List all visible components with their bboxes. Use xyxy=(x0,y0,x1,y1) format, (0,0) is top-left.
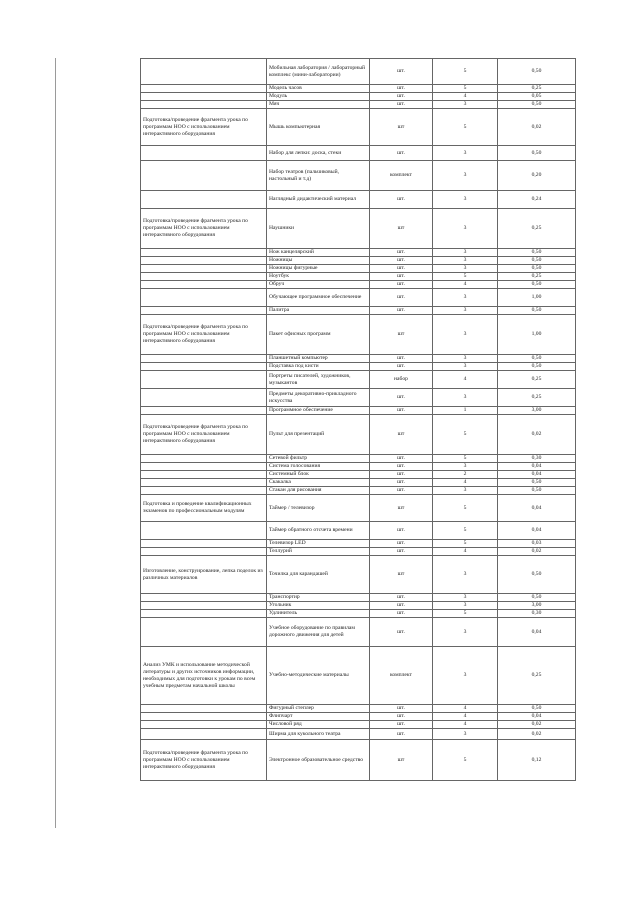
quantity-cell: 5 xyxy=(433,85,498,93)
equipment-name-cell: Мышь компьютерная xyxy=(267,109,370,146)
price-cell: 0,50 xyxy=(498,281,576,289)
equipment-name-cell: Мяч xyxy=(267,101,370,109)
table-row xyxy=(141,487,576,495)
price-cell: 0,04 xyxy=(498,713,576,721)
price-cell: 0,50 xyxy=(498,479,576,487)
activity-cell xyxy=(141,257,267,265)
equipment-table xyxy=(140,58,576,781)
equipment-name-cell: Таймер обратного отсчета времени xyxy=(267,522,370,540)
activity-cell xyxy=(141,479,267,487)
price-cell: 0,04 xyxy=(498,463,576,471)
unit-cell: набор xyxy=(370,371,433,389)
quantity-cell: 3 xyxy=(433,101,498,109)
unit-cell: шт. xyxy=(370,273,433,281)
table-row xyxy=(141,594,576,602)
quantity-cell: 3 xyxy=(433,161,498,191)
price-cell: 0,04 xyxy=(498,495,576,522)
equipment-name-cell: Удлинитель xyxy=(267,610,370,618)
activity-cell xyxy=(141,355,267,363)
activity-cell xyxy=(141,265,267,273)
activity-cell xyxy=(141,371,267,389)
price-cell: 0,05 xyxy=(498,93,576,101)
quantity-cell: 3 xyxy=(433,487,498,495)
unit-cell: шт xyxy=(370,209,433,249)
quantity-cell: 4 xyxy=(433,721,498,729)
activity-cell: Анализ УМК и использование методической литературы и других источников информации, необходимых для подготовки к урокам по всем учебным предметам начальной школы xyxy=(141,647,267,705)
table-row xyxy=(141,59,576,85)
price-cell: 0,04 xyxy=(498,618,576,647)
quantity-cell: 3 xyxy=(433,556,498,594)
quantity-cell: 4 xyxy=(433,548,498,556)
equipment-name-cell: Угольник xyxy=(267,602,370,610)
activity-cell xyxy=(141,455,267,463)
table-row xyxy=(141,610,576,618)
table-row xyxy=(141,495,576,522)
equipment-name-cell: Стакан для рисования xyxy=(267,487,370,495)
price-cell: 0,04 xyxy=(498,471,576,479)
price-cell: 0,25 xyxy=(498,389,576,407)
price-cell: 0,20 xyxy=(498,161,576,191)
quantity-cell: 3 xyxy=(433,289,498,307)
unit-cell: шт xyxy=(370,495,433,522)
table-row xyxy=(141,415,576,455)
quantity-cell: 4 xyxy=(433,479,498,487)
equipment-name-cell: Мобильная лаборатория / лабораторный комплекс (мини-лаборатории) xyxy=(267,59,370,85)
equipment-name-cell: Набор для лепки: доска, стеки xyxy=(267,146,370,161)
unit-cell: шт. xyxy=(370,602,433,610)
equipment-name-cell: Предметы декоративно-прикладного искусства xyxy=(267,389,370,407)
equipment-name-cell: Ноутбук xyxy=(267,273,370,281)
table-row xyxy=(141,273,576,281)
unit-cell: шт. xyxy=(370,540,433,548)
price-cell: 0,50 xyxy=(498,59,576,85)
price-cell: 0,50 xyxy=(498,101,576,109)
unit-cell: шт xyxy=(370,109,433,146)
unit-cell: комплект xyxy=(370,647,433,705)
activity-cell xyxy=(141,522,267,540)
unit-cell: шт. xyxy=(370,479,433,487)
quantity-cell: 3 xyxy=(433,307,498,315)
table-row xyxy=(141,713,576,721)
table-row xyxy=(141,101,576,109)
price-cell: 0,50 xyxy=(498,249,576,257)
price-cell: 1,00 xyxy=(498,289,576,307)
quantity-cell: 3 xyxy=(433,463,498,471)
quantity-cell: 3 xyxy=(433,315,498,355)
price-cell: 0,02 xyxy=(498,415,576,455)
unit-cell: шт xyxy=(370,415,433,455)
equipment-name-cell: Электронное образовательное средство xyxy=(267,740,370,781)
equipment-name-cell: Телевизор LED xyxy=(267,540,370,548)
price-cell: 0,04 xyxy=(498,522,576,540)
price-cell: 1,00 xyxy=(498,315,576,355)
quantity-cell: 3 xyxy=(433,389,498,407)
unit-cell: шт. xyxy=(370,729,433,740)
quantity-cell: 3 xyxy=(433,257,498,265)
equipment-name-cell: Программное обеспечение xyxy=(267,407,370,415)
activity-cell xyxy=(141,721,267,729)
equipment-name-cell: Сетевой фильтр xyxy=(267,455,370,463)
activity-cell: Подготовка/проведение фрагмента урока по программам НОО с использованием интерактивного оборудования xyxy=(141,740,267,781)
price-cell: 0,50 xyxy=(498,487,576,495)
activity-cell xyxy=(141,161,267,191)
quantity-cell: 4 xyxy=(433,371,498,389)
equipment-table-body xyxy=(141,59,576,781)
unit-cell: шт. xyxy=(370,610,433,618)
activity-cell xyxy=(141,101,267,109)
table-row xyxy=(141,389,576,407)
quantity-cell: 3 xyxy=(433,602,498,610)
price-cell: 0,50 xyxy=(498,363,576,371)
equipment-name-cell: Планшетный компьютер xyxy=(267,355,370,363)
price-cell: 0,12 xyxy=(498,740,576,781)
table-row xyxy=(141,85,576,93)
table-row xyxy=(141,363,576,371)
unit-cell: шт. xyxy=(370,146,433,161)
unit-cell: шт. xyxy=(370,463,433,471)
unit-cell: шт. xyxy=(370,705,433,713)
price-cell: 0,25 xyxy=(498,647,576,705)
price-cell: 0,24 xyxy=(498,191,576,209)
price-cell: 3,00 xyxy=(498,602,576,610)
quantity-cell: 3 xyxy=(433,594,498,602)
table-row xyxy=(141,265,576,273)
price-cell: 3,00 xyxy=(498,407,576,415)
equipment-name-cell: Таймер / телевизор xyxy=(267,495,370,522)
activity-cell xyxy=(141,594,267,602)
quantity-cell: 2 xyxy=(433,471,498,479)
equipment-name-cell: Ножницы фигурные xyxy=(267,265,370,273)
table-row xyxy=(141,407,576,415)
activity-cell xyxy=(141,307,267,315)
table-row xyxy=(141,455,576,463)
table-row xyxy=(141,371,576,389)
table-row xyxy=(141,463,576,471)
activity-cell xyxy=(141,281,267,289)
unit-cell: шт. xyxy=(370,363,433,371)
unit-cell: шт. xyxy=(370,191,433,209)
activity-cell xyxy=(141,729,267,740)
price-cell: 0,03 xyxy=(498,540,576,548)
unit-cell: шт. xyxy=(370,407,433,415)
quantity-cell: 5 xyxy=(433,415,498,455)
page-margin-line xyxy=(55,58,56,828)
unit-cell: шт. xyxy=(370,307,433,315)
quantity-cell: 3 xyxy=(433,146,498,161)
equipment-name-cell: Ножницы xyxy=(267,257,370,265)
equipment-name-cell: Модель часов xyxy=(267,85,370,93)
activity-cell: Подготовка/проведение фрагмента урока по программам НОО с использованием интерактивного оборудования xyxy=(141,209,267,249)
activity-cell: Подготовка/проведение фрагмента урока по программам НОО с использованием интерактивного оборудования xyxy=(141,415,267,455)
price-cell: 0,50 xyxy=(498,355,576,363)
table-row xyxy=(141,355,576,363)
unit-cell: шт. xyxy=(370,713,433,721)
price-cell: 0,50 xyxy=(498,556,576,594)
unit-cell: шт xyxy=(370,315,433,355)
unit-cell: шт. xyxy=(370,93,433,101)
price-cell: 0,25 xyxy=(498,273,576,281)
equipment-name-cell: Наглядный дидактический материал xyxy=(267,191,370,209)
quantity-cell: 4 xyxy=(433,705,498,713)
table-row xyxy=(141,540,576,548)
price-cell: 0,50 xyxy=(498,705,576,713)
price-cell: 0,50 xyxy=(498,594,576,602)
price-cell: 0,50 xyxy=(498,307,576,315)
quantity-cell: 3 xyxy=(433,647,498,705)
activity-cell xyxy=(141,471,267,479)
table-row xyxy=(141,249,576,257)
table-row xyxy=(141,618,576,647)
price-cell: 0,02 xyxy=(498,729,576,740)
table-row xyxy=(141,307,576,315)
unit-cell: шт. xyxy=(370,101,433,109)
price-cell: 0,30 xyxy=(498,455,576,463)
quantity-cell: 3 xyxy=(433,191,498,209)
unit-cell: шт. xyxy=(370,389,433,407)
activity-cell xyxy=(141,289,267,307)
table-row xyxy=(141,289,576,307)
table-row xyxy=(141,548,576,556)
equipment-name-cell: Учебно-методические материалы xyxy=(267,647,370,705)
unit-cell: шт. xyxy=(370,85,433,93)
activity-cell xyxy=(141,487,267,495)
table-row xyxy=(141,740,576,781)
equipment-name-cell: Транспортир xyxy=(267,594,370,602)
unit-cell: шт. xyxy=(370,249,433,257)
unit-cell: шт. xyxy=(370,721,433,729)
table-row xyxy=(141,729,576,740)
activity-cell: Изготовление, конструирование, лепка поделок из различных материалов xyxy=(141,556,267,594)
activity-cell xyxy=(141,249,267,257)
price-cell: 0,25 xyxy=(498,85,576,93)
unit-cell: шт xyxy=(370,556,433,594)
price-cell: 0,30 xyxy=(498,610,576,618)
price-cell: 0,50 xyxy=(498,265,576,273)
equipment-name-cell: Палитра xyxy=(267,307,370,315)
table-row xyxy=(141,257,576,265)
equipment-name-cell: Наушники xyxy=(267,209,370,249)
unit-cell: комплект xyxy=(370,161,433,191)
activity-cell xyxy=(141,548,267,556)
price-cell: 0,02 xyxy=(498,721,576,729)
unit-cell: шт. xyxy=(370,59,433,85)
unit-cell: шт. xyxy=(370,355,433,363)
price-cell: 0,02 xyxy=(498,548,576,556)
unit-cell: шт. xyxy=(370,487,433,495)
quantity-cell: 4 xyxy=(433,713,498,721)
quantity-cell: 5 xyxy=(433,273,498,281)
equipment-name-cell: Набор театров (пальчиковый, настольный и т.д) xyxy=(267,161,370,191)
quantity-cell: 5 xyxy=(433,109,498,146)
quantity-cell: 5 xyxy=(433,610,498,618)
table-row xyxy=(141,146,576,161)
equipment-name-cell: Система голосования xyxy=(267,463,370,471)
equipment-name-cell: Подставка под кисти xyxy=(267,363,370,371)
unit-cell: шт. xyxy=(370,471,433,479)
price-cell: 0,50 xyxy=(498,146,576,161)
quantity-cell: 5 xyxy=(433,740,498,781)
unit-cell: шт. xyxy=(370,281,433,289)
equipment-name-cell: Фигурный степлер xyxy=(267,705,370,713)
equipment-name-cell: Теллурий xyxy=(267,548,370,556)
quantity-cell: 5 xyxy=(433,455,498,463)
equipment-name-cell: Числовой ряд xyxy=(267,721,370,729)
activity-cell xyxy=(141,59,267,85)
table-row xyxy=(141,93,576,101)
activity-cell xyxy=(141,610,267,618)
table-row xyxy=(141,315,576,355)
table-row xyxy=(141,191,576,209)
quantity-cell: 4 xyxy=(433,281,498,289)
equipment-name-cell: Нож канцелярский xyxy=(267,249,370,257)
activity-cell xyxy=(141,713,267,721)
activity-cell xyxy=(141,540,267,548)
quantity-cell: 3 xyxy=(433,209,498,249)
table-row xyxy=(141,556,576,594)
equipment-name-cell: Портреты писателей, художников, музыкантов xyxy=(267,371,370,389)
activity-cell xyxy=(141,389,267,407)
table-row xyxy=(141,281,576,289)
unit-cell: шт. xyxy=(370,548,433,556)
quantity-cell: 3 xyxy=(433,729,498,740)
quantity-cell: 5 xyxy=(433,59,498,85)
activity-cell xyxy=(141,85,267,93)
quantity-cell: 3 xyxy=(433,618,498,647)
table-row xyxy=(141,161,576,191)
unit-cell: шт. xyxy=(370,522,433,540)
unit-cell: шт. xyxy=(370,455,433,463)
quantity-cell: 3 xyxy=(433,265,498,273)
equipment-name-cell: Учебное оборудование по правилам дорожного движения для детей xyxy=(267,618,370,647)
unit-cell: шт. xyxy=(370,257,433,265)
equipment-name-cell: Пульт для презентаций xyxy=(267,415,370,455)
table-row xyxy=(141,471,576,479)
activity-cell xyxy=(141,618,267,647)
table-row xyxy=(141,705,576,713)
unit-cell: шт. xyxy=(370,265,433,273)
activity-cell xyxy=(141,602,267,610)
price-cell: 0,02 xyxy=(498,109,576,146)
equipment-name-cell: Флипчарт xyxy=(267,713,370,721)
equipment-name-cell: Модуль xyxy=(267,93,370,101)
activity-cell xyxy=(141,705,267,713)
unit-cell: шт. xyxy=(370,618,433,647)
quantity-cell: 1 xyxy=(433,407,498,415)
table-row xyxy=(141,647,576,705)
activity-cell: Подготовка и проведение квалификационных экзаменов по профессиональным модулям xyxy=(141,495,267,522)
activity-cell xyxy=(141,407,267,415)
table-row xyxy=(141,479,576,487)
quantity-cell: 5 xyxy=(433,522,498,540)
activity-cell: Подготовка/проведение фрагмента урока по программам НОО с использованием интерактивного оборудования xyxy=(141,109,267,146)
activity-cell xyxy=(141,146,267,161)
quantity-cell: 3 xyxy=(433,249,498,257)
equipment-name-cell: Пакет офисных программ xyxy=(267,315,370,355)
unit-cell: шт. xyxy=(370,594,433,602)
equipment-name-cell: Точилка для карандашей xyxy=(267,556,370,594)
table-row xyxy=(141,109,576,146)
table-row xyxy=(141,522,576,540)
equipment-name-cell: Обучающее программное обеспечение xyxy=(267,289,370,307)
quantity-cell: 5 xyxy=(433,540,498,548)
activity-cell xyxy=(141,273,267,281)
table-row xyxy=(141,721,576,729)
equipment-name-cell: Обруч xyxy=(267,281,370,289)
unit-cell: шт. xyxy=(370,289,433,307)
table-row xyxy=(141,602,576,610)
activity-cell xyxy=(141,93,267,101)
price-cell: 0,25 xyxy=(498,209,576,249)
activity-cell xyxy=(141,463,267,471)
activity-cell xyxy=(141,191,267,209)
price-cell: 0,25 xyxy=(498,371,576,389)
quantity-cell: 4 xyxy=(433,93,498,101)
unit-cell: шт xyxy=(370,740,433,781)
equipment-name-cell: Ширма для кукольного театра xyxy=(267,729,370,740)
price-cell: 0,50 xyxy=(498,257,576,265)
activity-cell: Подготовка/проведение фрагмента урока по программам НОО с использованием интерактивного оборудования xyxy=(141,315,267,355)
quantity-cell: 3 xyxy=(433,355,498,363)
table-row xyxy=(141,209,576,249)
equipment-name-cell: Скакалка xyxy=(267,479,370,487)
quantity-cell: 5 xyxy=(433,495,498,522)
equipment-name-cell: Системный блок xyxy=(267,471,370,479)
quantity-cell: 3 xyxy=(433,363,498,371)
activity-cell xyxy=(141,363,267,371)
